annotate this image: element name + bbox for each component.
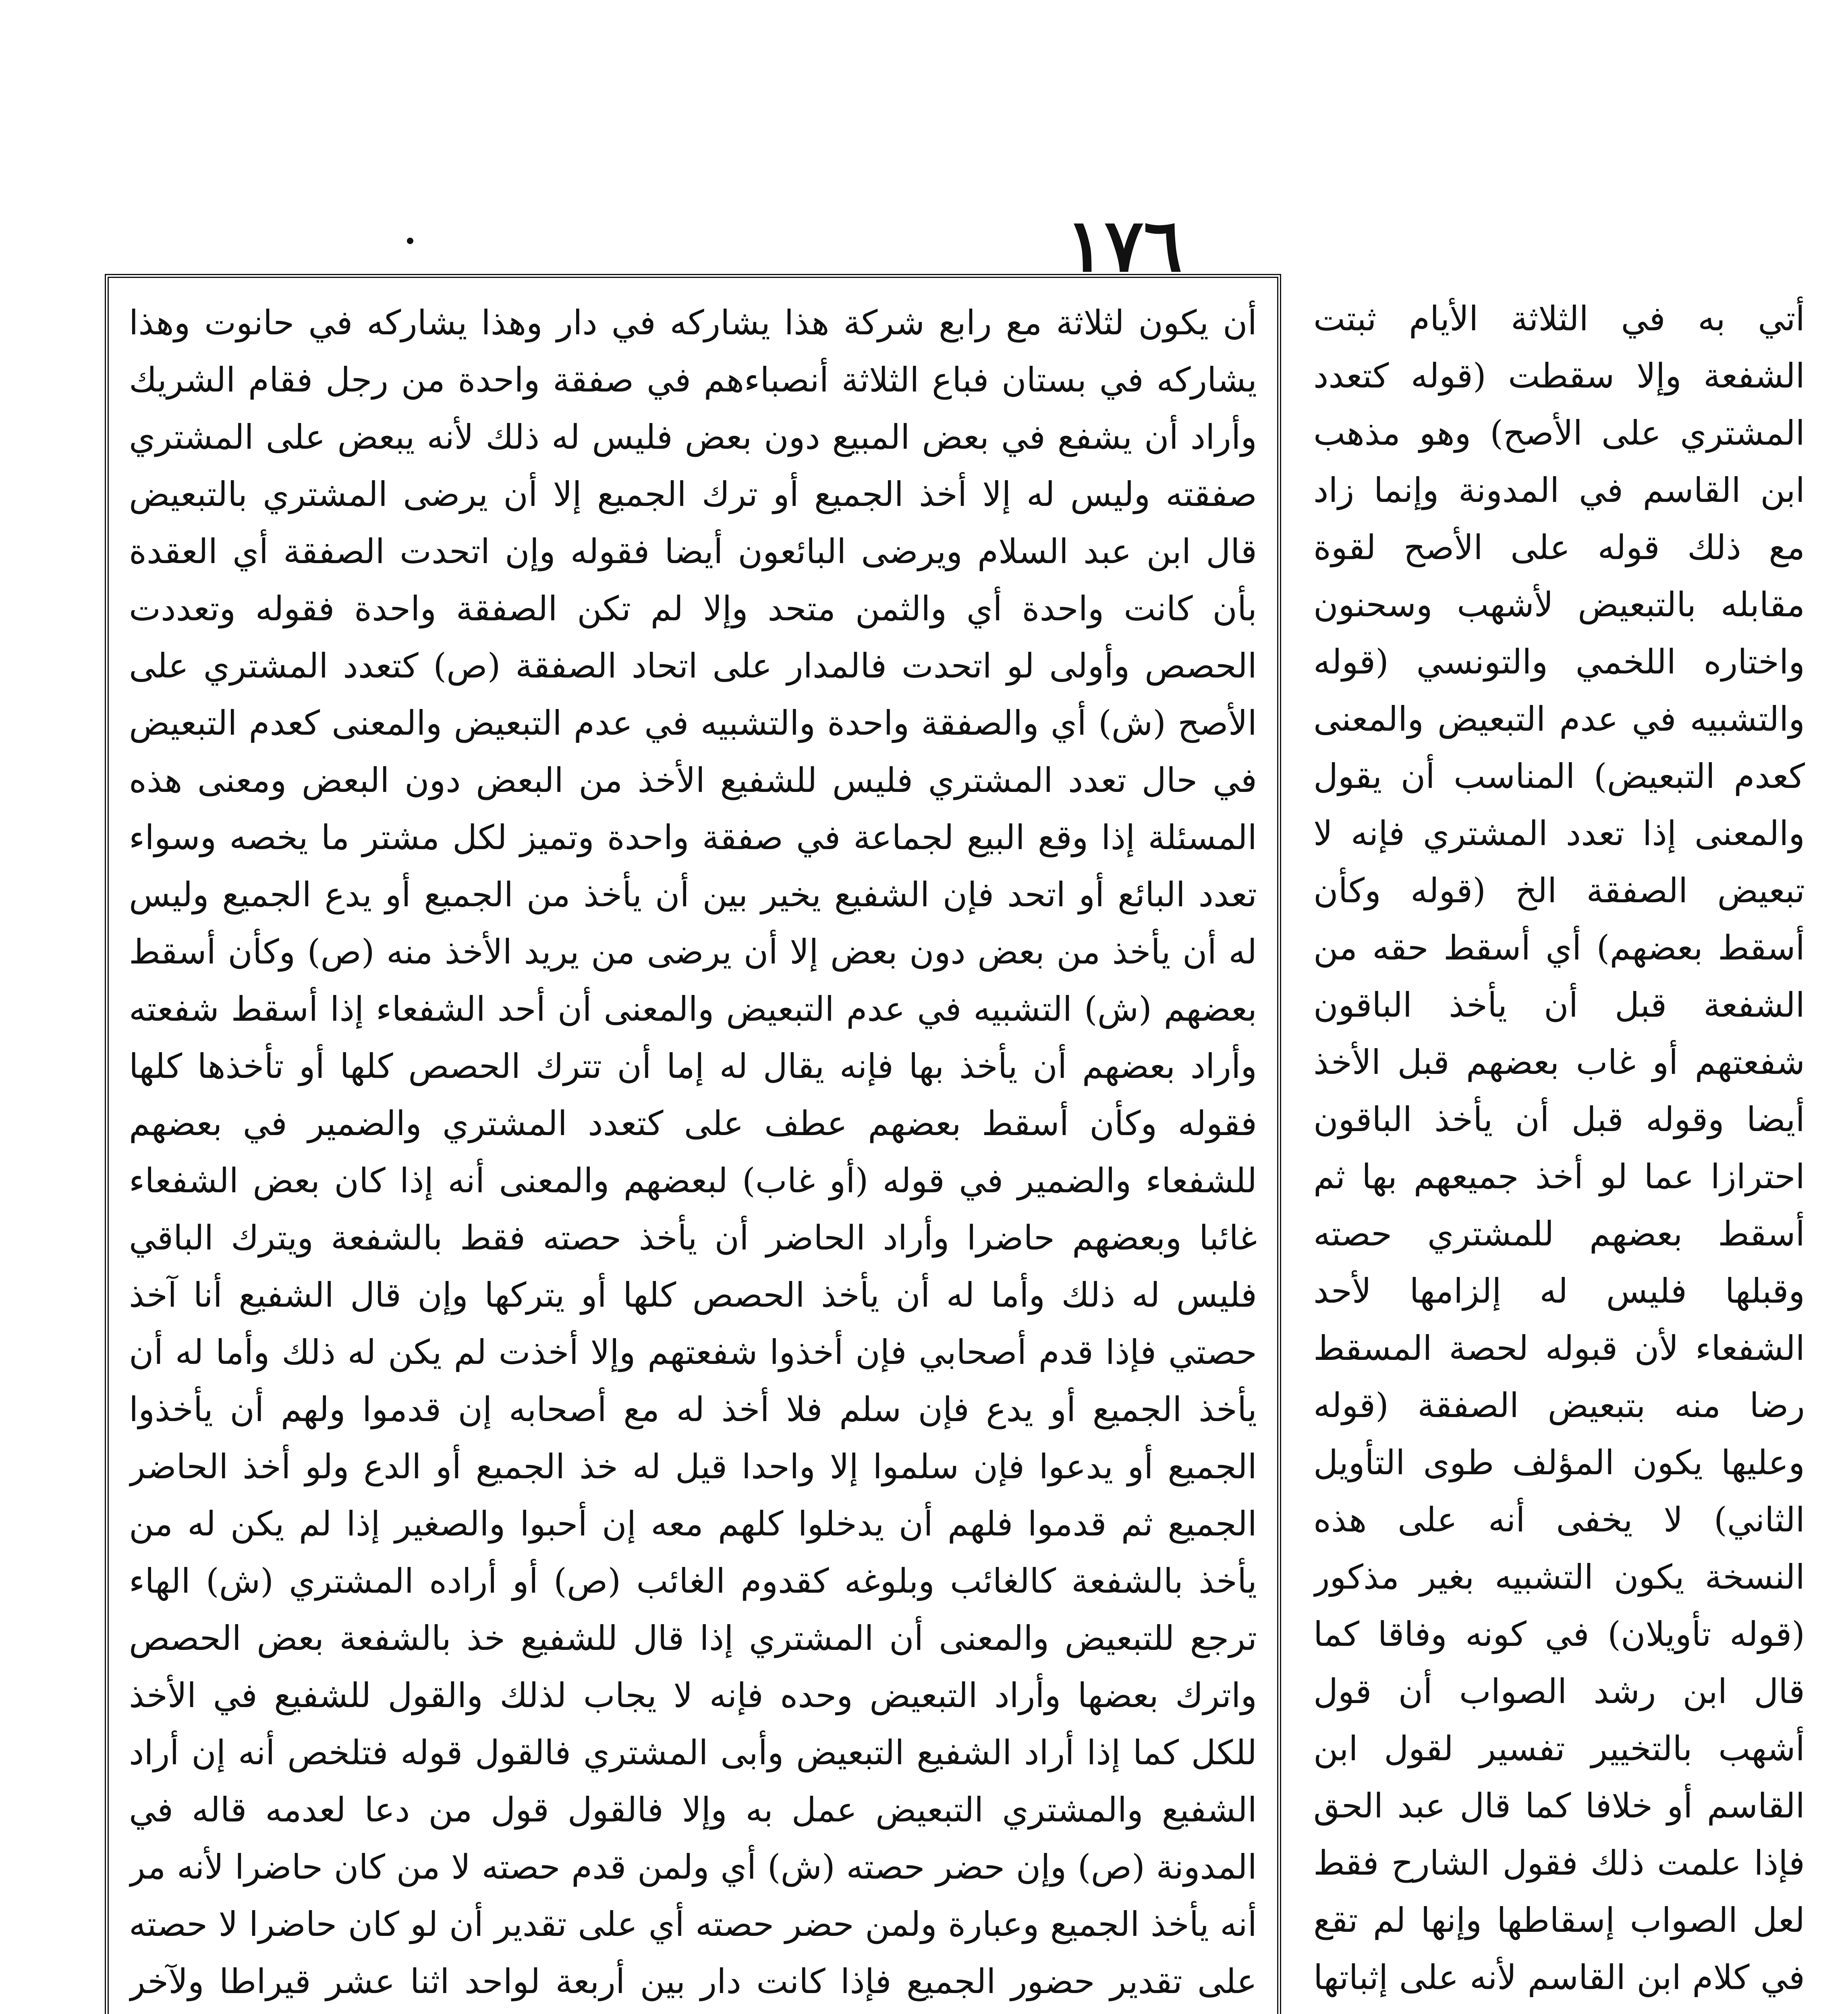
header-dot: [407, 238, 413, 244]
main-text-frame: [105, 274, 1281, 2014]
main-text-paragraph: أن يكون لثلاثة مع رابع شركة هذا يشاركه في دار وهذا يشاركه في حانوت وهذا يشاركه في بستان فباع الثلاثة أنصباءهم في صفقة واحدة من رجل فقام الشريك وأراد أن يشفع في بعض المبيع دون بعض فليس له ذلك لأنه يبعض على المشتري صفقته وليس له إلا أخذ الجميع أو ترك الجميع إلا أن يرضى المشتري بالتبعيض قال ابن عبد السلام ويرضى البائعون أيضا فقوله وإن اتحدت الصفقة أي العقدة بأن كانت واحدة أي والثمن متحد وإلا لم تكن الصفقة واحدة فقوله وتعددت الحصص وأولى لو اتحدت فالمدار على اتحاد الصفقة (ص) كتعدد المشتري على الأصح (ش) أي والصفقة واحدة والتشبيه في عدم التبعيض والمعنى كعدم التبعيض في حال تعدد المشتري فليس للشفيع الأخذ من البعض دون البعض ومعنى هذه المسئلة إذا وقع البيع لجماعة في صفقة واحدة وتميز لكل مشتر ما يخصه وسواء تعدد البائع أو اتحد فإن الشفيع يخير بين أن يأخذ من الجميع أو يدع الجميع وليس له أن يأخذ من بعض دون بعض إلا أن يرضى من يريد الأخذ منه (ص) وكأن أسقط بعضهم (ش) التشبيه في عدم التبعيض والمعنى أن أحد الشفعاء إذا أسقط شفعته وأراد بعضهم أن يأخذ بها فإنه يقال له إما أن تترك الحصص كلها أو تأخذها كلها فقوله وكأن أسقط بعضهم عطف على كتعدد المشتري والضمير في بعضهم للشفعاء والضمير في قوله (أو غاب) لبعضهم والمعنى أنه إذا كان بعض الشفعاء غائبا وبعضهم حاضرا وأراد الحاضر أن يأخذ حصته فقط بالشفعة ويترك الباقي فليس له ذلك وأما له أن يأخذ الحصص كلها أو يتركها وإن قال الشفيع أنا آخذ حصتي فإذا قدم أصحابي فإن أخذوا شفعتهم وإلا أخذت لم يكن له ذلك وأما له أن يأخذ الجميع أو يدع فإن سلم فلا أخذ له مع أصحابه إن قدموا ولهم أن يأخذوا الجميع أو يدعوا فإن سلموا إلا واحدا قيل له خذ الجميع أو الدع ولو أخذ الحاضر الجميع ثم قدموا فلهم أن يدخلوا كلهم معه إن أحبوا والصغير إذا لم يكن له من يأخذ بالشفعة كالغائب وبلوغه كقدوم الغائب (ص) أو أراده المشتري (ش) الهاء ترجع للتبعيض والمعنى أن المشتري إذا قال للشفيع خذ بالشفعة بعض الحصص واترك بعضها وأراد التبعيض وحده فإنه لا يجاب لذلك والقول للشفيع في الأخذ للكل كما إذا أراد الشفيع التبعيض وأبى المشتري فالقول قوله فتلخص أنه إن أراد الشفيع والمشتري التبعيض عمل به وإلا فالقول قول من دعا لعدمه قاله في المدونة (ص) وإن حضر حصته (ش) أي ولمن قدم حصته لا من كان حاضرا لأنه مر أنه يأخذ الجميع وعبارة ولمن حضر حصته أي على تقدير أن لو كان حاضرا لا حصته على تقدير حضور الجميع فإذا كانت دار بين أربعة لواحد اثنا عشر قيراطا ولآخر: [129, 303, 1257, 2001]
page-number: ١٧٦: [1065, 203, 1183, 288]
main-text-body: [129, 294, 1257, 2014]
side-commentary-paragraph: أتي به في الثلاثة الأيام ثبتت الشفعة وإلا سقطت (قوله كتعدد المشتري على الأصح) وهو مذهب ابن القاسم في المدونة وإنما زاد مع ذلك قوله على الأصح لقوة مقابله بالتبعيض لأشهب وسحنون واختاره اللخمي والتونسي (قوله والتشبيه في عدم التبعيض والمعنى كعدم التبعيض) المناسب أن يقول والمعنى إذا تعدد المشتري فإنه لا تبعيض الصفقة الخ (قوله وكأن أسقط بعضهم) أي أسقط حقه من الشفعة قبل أن يأخذ الباقون شفعتهم أو غاب بعضهم قبل الأخذ أيضا وقوله قبل أن يأخذ الباقون احترازا عما لو أخذ جميعهم بها ثم أسقط بعضهم للمشتري حصته وقبلها فليس له إلزامها لأحد الشفعاء لأن قبوله لحصة المسقط رضا منه بتبعيض الصفقة (قوله وعليها يكون المؤلف طوى التأويل الثاني) لا يخفى أنه على هذه النسخة يكون التشبيه بغير مذكور (قوله تأويلان) في كونه وفاقا كما قال ابن رشد الصواب أن قول أشهب بالتخيير تفسير لقول ابن القاسم أو خلافا كما قال عبد الحق فإذا علمت ذلك فقول الشارح فقط لعل الصواب إسقاطها وإنها لم تقع في كلام ابن القاسم لأنه على إثباتها: [1313, 299, 1805, 1997]
side-commentary: [1313, 290, 1805, 2014]
